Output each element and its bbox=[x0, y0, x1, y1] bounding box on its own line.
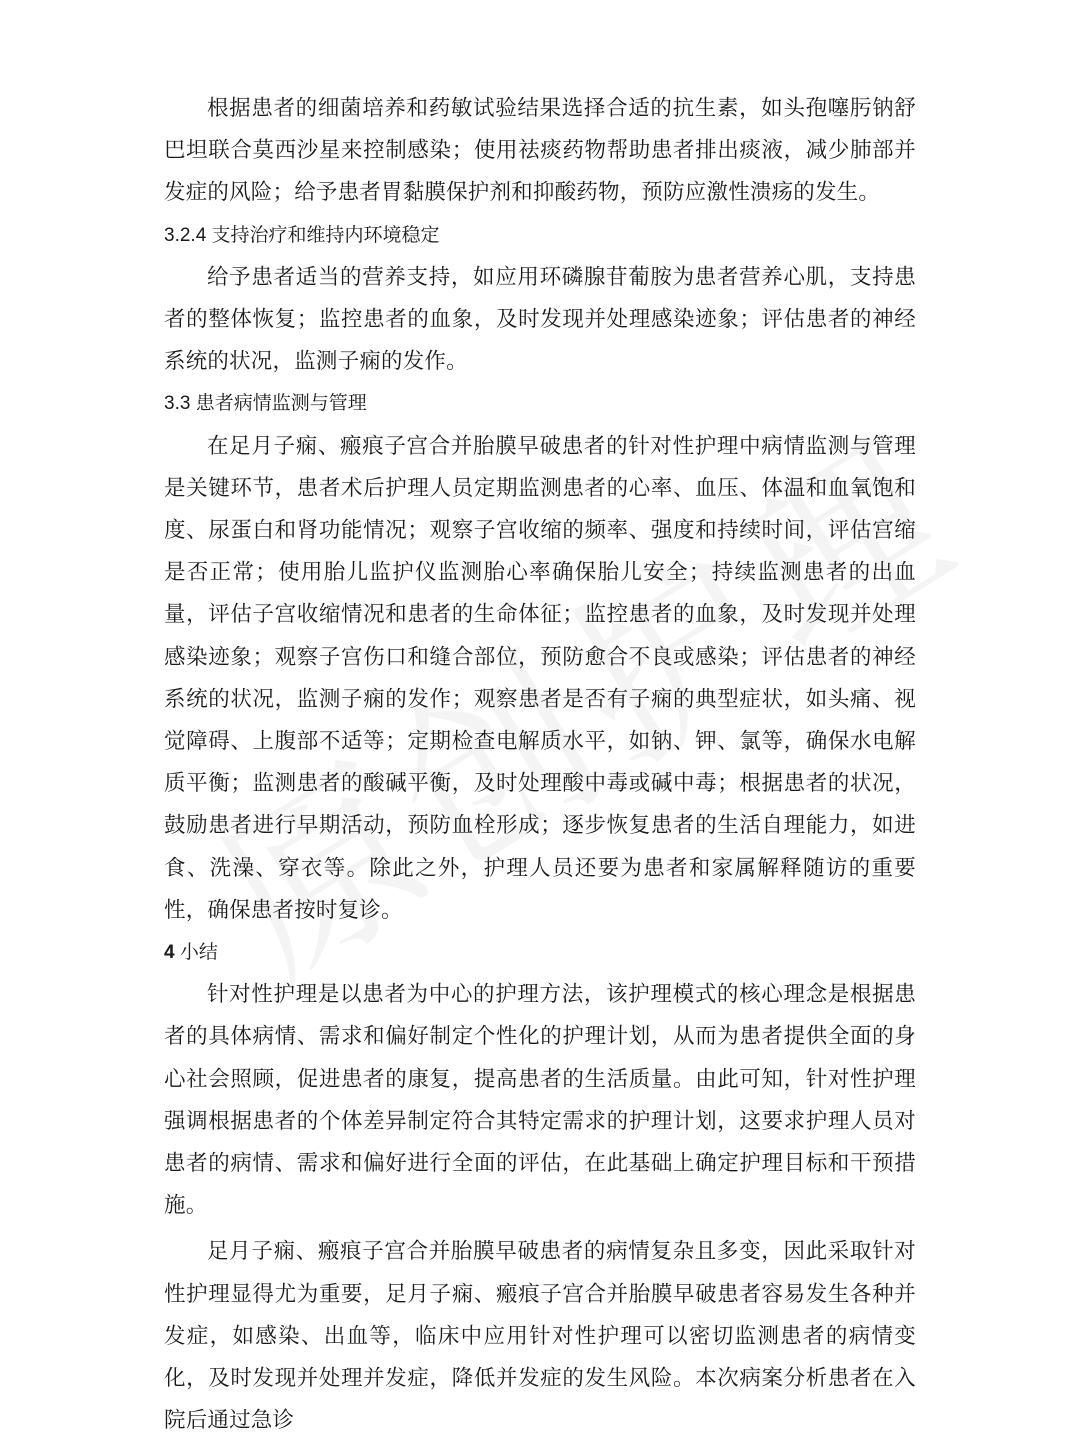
section-number: 4 bbox=[164, 942, 175, 964]
paragraph-antibiotics: 根据患者的细菌培养和药敏试验结果选择合适的抗生素，如头孢噻肟钠舒巴坦联合莫西沙星来控制感染；使用祛痰药物帮助患者排出痰液，减少肺部并发症的风险；给予患者胃黏膜保护剂和抑酸药物，预防应激性溃疡的发生。 bbox=[164, 96, 916, 206]
paragraph-monitoring: 在足月子痫、瘢痕子宫合并胎膜早破患者的针对性护理中病情监测与管理是关键环节，患者术后护理人员定期监测患者的心率、血压、体温和血氧饱和度、尿蛋白和肾功能情况；观察子宫收缩的频率、强度和持续时间，评估宫缩是否正常；使用胎儿监护仪监测胎心率确保胎儿安全；持续监测患者的出血量，评估子宫收缩情况和患者的生命体征；监控患者的血象，及时发现并处理感染迹象；观察子宫伤口和缝合部位，预防愈合不良或感染；评估患者的神经系统的状况，监测子痫的发作；观察患者是否有子痫的典型症状，如头痛、视觉障碍、上腹部不适等；定期检查电解质水平，如钠、钾、氯等，确保水电解质平衡；监测患者的酸碱平衡，及时处理酸中毒或碱中毒；根据患者的状况，鼓励患者进行早期活动，预防血栓形成；逐步恢复患者的生活自理能力，如进食、洗澡、穿衣等。除此之外，护理人员还要为患者和家属解释随访的重要性，确保患者按时复诊。 bbox=[164, 433, 916, 923]
paragraph-supportive-care: 给予患者适当的营养支持，如应用环磷腺苷葡胺为患者营养心肌，支持患者的整体恢复；监控患者的血象，及时发现并处理感染迹象；评估患者的神经系统的状况，监测子痫的发作。 bbox=[164, 264, 916, 375]
section-title: 小结 bbox=[179, 942, 218, 964]
paragraph-summary-1: 针对性护理是以患者为中心的护理方法，该护理模式的核心理念是根据患者的具体病情、需求和偏好制定个性化的护理计划，从而为患者提供全面的身心社会照顾，促进患者的康复，提高患者的生活质量。由此可知，针对性护理强调根据患者的个体差异制定符合其特定需求的护理计划，这要求护理人员对患者的病情、需求和偏好进行全面的评估，在此基础上确定护理目标和干预措施。 bbox=[164, 982, 916, 1219]
section-title: 支持治疗和维持内环境稳定 bbox=[211, 224, 440, 246]
section-heading-4 bbox=[164, 932, 916, 974]
document-body bbox=[164, 88, 916, 1440]
section-number: 3.2.4 bbox=[164, 224, 207, 246]
section-number: 3.3 bbox=[164, 393, 191, 415]
section-title: 患者病情监测与管理 bbox=[195, 393, 367, 415]
section-heading-3-2-4 bbox=[164, 215, 916, 257]
section-heading-3-3 bbox=[164, 383, 916, 425]
paragraph-summary-2: 足月子痫、瘢痕子宫合并胎膜早破患者的病情复杂且多变，因此采取针对性护理显得尤为重要，足月子痫、瘢痕子宫合并胎膜早破患者容易发生各种并发症，如感染、出血等，临床中应用针对性护理可以密切监测患者的病情变化，及时发现并处理并发症，降低并发症的发生风险。本次病案分析患者在入院后通过急诊 bbox=[164, 1239, 916, 1434]
